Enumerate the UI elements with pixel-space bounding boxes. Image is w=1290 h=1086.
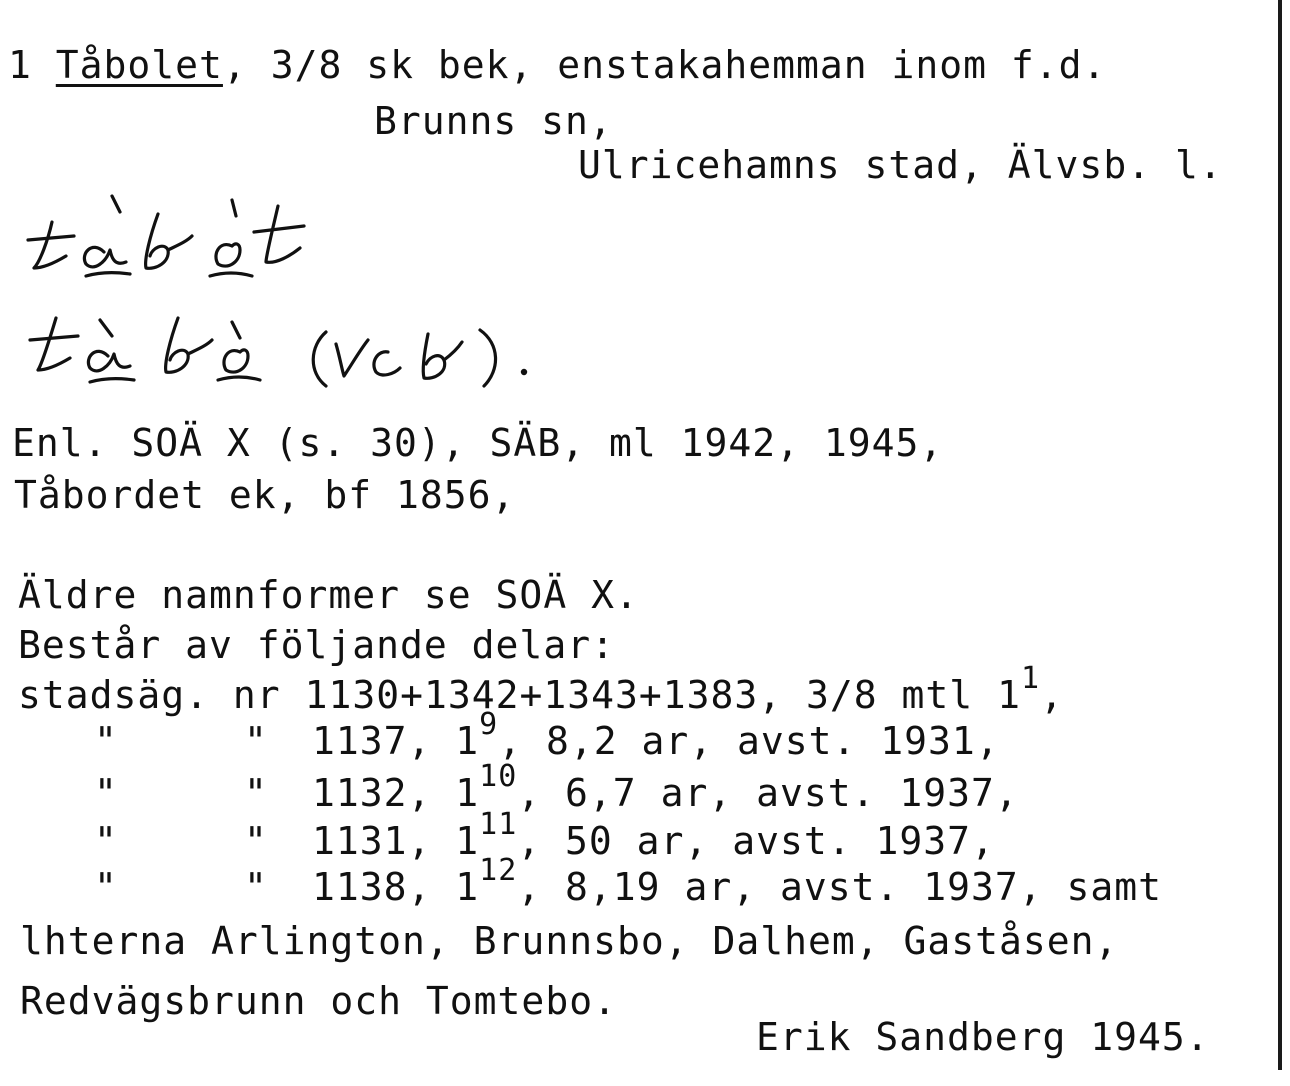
parts-row-lot-sup: 9 bbox=[479, 707, 499, 742]
parts-row-nr: 1132, bbox=[312, 771, 432, 815]
ditto-mark: " bbox=[94, 719, 118, 763]
parts-row-numbers: 1130+1342+1343+1383, bbox=[304, 673, 783, 717]
parts-row bbox=[18, 661, 1064, 717]
parts-row-lot-sup: 1 bbox=[1020, 661, 1041, 696]
ditto-mark: " bbox=[244, 819, 268, 863]
older-forms-line: Äldre namnformer se SOÄ X. bbox=[18, 573, 639, 617]
parts-row-lot: 1 bbox=[455, 771, 480, 815]
ditto-mark: " bbox=[244, 719, 268, 763]
parts-row bbox=[312, 707, 1000, 763]
parts-row bbox=[312, 759, 1019, 815]
ditto-mark: " bbox=[94, 865, 118, 909]
parts-row-lot-sup: 10 bbox=[479, 759, 518, 794]
parts-row-rest: , 50 ar, avst. 1937, bbox=[517, 819, 995, 863]
closing-line-1: lhterna Arlington, Brunnsbo, Dalhem, Gaståsen, bbox=[20, 919, 1119, 963]
parts-row-lot-sup: 12 bbox=[479, 853, 518, 888]
card-right-border bbox=[1278, 0, 1282, 1070]
closing-line-2: Redvägsbrunn och Tomtebo. bbox=[20, 979, 617, 1023]
sources-line-2: Tåbordet ek, bf 1856, bbox=[14, 473, 516, 517]
parts-row-rest: , bbox=[1040, 673, 1064, 717]
parts-row-nr: 1138, bbox=[312, 865, 432, 909]
parts-row-share: 3/8 mtl bbox=[806, 673, 974, 717]
parts-heading: Består av följande delar: bbox=[18, 623, 615, 667]
parts-row-rest: , 8,19 ar, avst. 1937, samt bbox=[517, 865, 1163, 909]
parts-row-rest: , 8,2 ar, avst. 1931, bbox=[498, 719, 1000, 763]
parts-row-nr: 1137, bbox=[312, 719, 432, 763]
ditto-mark: " bbox=[244, 865, 268, 909]
parts-row-lot: 1 bbox=[455, 865, 480, 909]
parts-row-lot: 1 bbox=[455, 819, 480, 863]
ditto-mark: " bbox=[244, 771, 268, 815]
town-county-line: Ulricehamns stad, Älvsb. l. bbox=[578, 143, 1223, 187]
handwritten-pronunciation bbox=[0, 0, 620, 420]
parts-row bbox=[312, 853, 1163, 909]
parish-line: Brunns sn, bbox=[374, 99, 613, 143]
parts-row-lot: 1 bbox=[455, 719, 480, 763]
parts-row-lot: 1 bbox=[997, 673, 1021, 717]
entry-number: 1 bbox=[8, 43, 32, 87]
parts-row-nr: 1131, bbox=[312, 819, 432, 863]
signature: Erik Sandberg 1945. bbox=[756, 1015, 1210, 1059]
ditto-mark: " bbox=[94, 819, 118, 863]
parts-row-rest: , 6,7 ar, avst. 1937, bbox=[517, 771, 1019, 815]
parts-row-label: stadsäg. nr bbox=[18, 673, 281, 717]
place-description: , 3/8 sk bek, enstakahemman inom f.d. bbox=[222, 43, 1107, 87]
ditto-mark: " bbox=[94, 771, 118, 815]
place-name: Tåbolet bbox=[55, 43, 223, 87]
sources-line-1: Enl. SOÄ X (s. 30), SÄB, ml 1942, 1945, bbox=[12, 421, 944, 465]
parts-row-lot-sup: 11 bbox=[479, 807, 518, 842]
parts-row bbox=[312, 807, 995, 863]
